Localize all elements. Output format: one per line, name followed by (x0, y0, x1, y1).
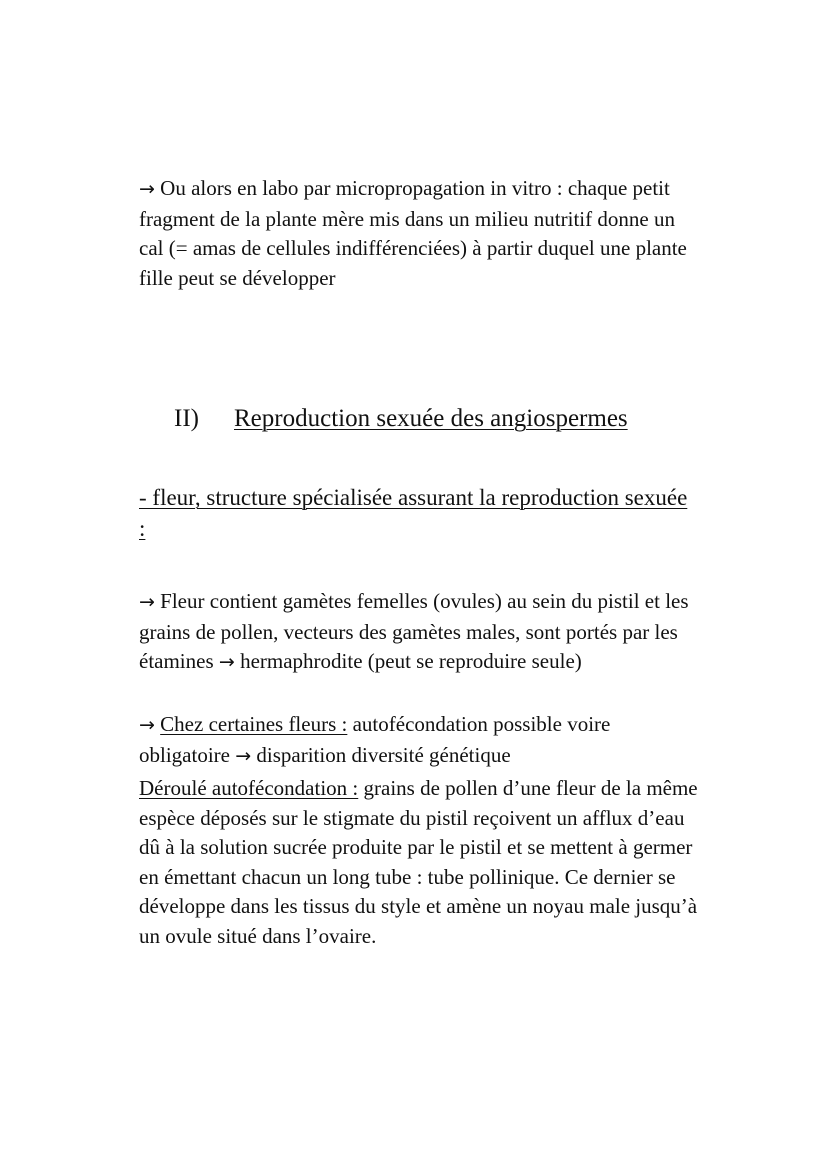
arrow-right-icon: → (235, 744, 252, 767)
paragraph-fleur (139, 587, 699, 678)
paragraph-deroule (139, 774, 699, 951)
paragraph-micropropagation (139, 174, 699, 293)
fleur-text: Fleur contient gamètes femelles (ovules) au sein du pistil et les grains de pollen, vecteurs des gamètes males, sont portés par les étamines (139, 589, 689, 673)
subheading-text: - fleur, structure spécialisée assurant la reproduction sexuée : (139, 485, 688, 541)
paragraph-autofecondation (139, 710, 699, 771)
diversite-text: disparition diversité génétique (256, 742, 511, 767)
deroule-text: grains de pollen d’une fleur de la même espèce déposés sur le stigmate du pistil reçoivent un afflux d’eau dû à la solution sucrée produite par le pistil et se mettent à germer en émettant chacun un long tube : tube pollinique. Ce dernier se développe dans les tissus du style et amène un noyau male jusqu’à un ovule situé dans l’ovaire. (139, 776, 698, 948)
autofecondation-text: autofécondation possible voire obligatoire (139, 712, 611, 767)
arrow-right-icon: → (139, 178, 155, 200)
section-heading (174, 402, 628, 436)
hermaphrodite-text: hermaphrodite (peut se reproduire seule) (240, 649, 582, 673)
section-number: II) (174, 405, 199, 432)
arrow-right-icon: → (218, 651, 235, 673)
subheading (139, 482, 699, 544)
arrow-right-icon: → (139, 714, 155, 736)
section-title: Reproduction sexuée des angiospermes (234, 405, 628, 432)
micropropagation-text: Ou alors en labo par micropropagation in vitro : chaque petit fragment de la plante mère mis dans un milieu nutritif donne un cal (= amas de cellules indifférenciées) à partir duquel une plante fille peut se développer (139, 176, 687, 290)
autofecondation-label: Chez certaines fleurs : (160, 712, 348, 736)
arrow-right-icon: → (139, 591, 155, 613)
deroule-label: Déroulé autofécondation : (139, 776, 359, 800)
